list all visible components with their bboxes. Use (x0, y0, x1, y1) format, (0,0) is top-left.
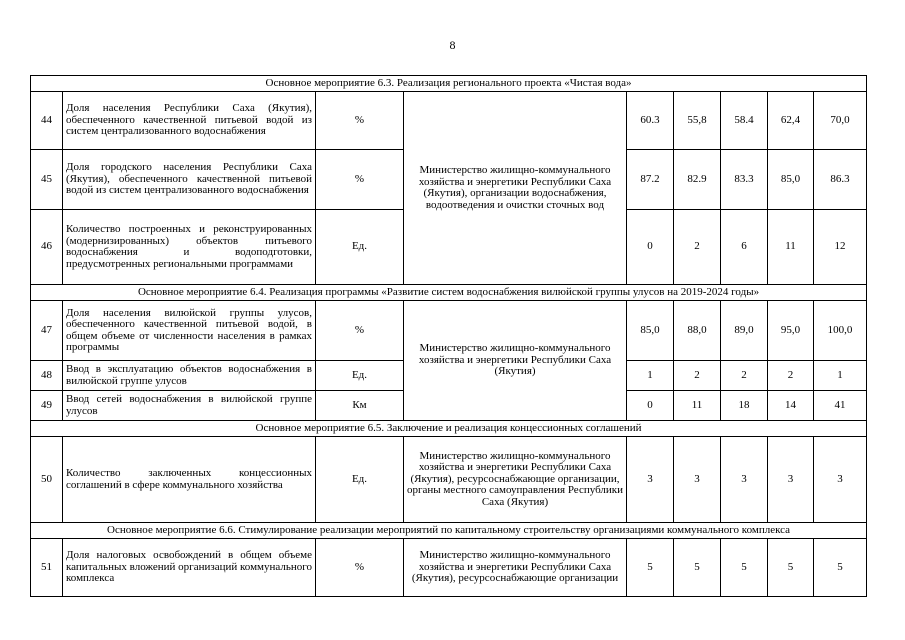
value-cell: 85,0 (768, 150, 814, 210)
value-cell: 5 (814, 539, 867, 597)
table-row (31, 92, 867, 150)
unit-cell: % (316, 150, 404, 210)
table-row (31, 539, 867, 597)
row-number: 46 (31, 210, 63, 285)
section-title: Основное мероприятие 6.3. Реализация регионального проекта «Чистая вода» (31, 76, 867, 92)
value-cell: 85,0 (627, 301, 674, 361)
indicator-name: Ввод в эксплуатацию объектов водоснабжения в вилюйской группе улусов (63, 361, 316, 391)
value-cell: 3 (768, 437, 814, 523)
value-cell: 6 (721, 210, 768, 285)
value-cell: 2 (674, 210, 721, 285)
value-cell: 55,8 (674, 92, 721, 150)
indicators-table (30, 75, 867, 597)
unit-cell: % (316, 92, 404, 150)
value-cell: 2 (674, 361, 721, 391)
value-cell: 1 (627, 361, 674, 391)
indicator-name: Количество построенных и реконструированных (модернизированных) объектов питьевого водоснабжения и водоподготовки, предусмотренных региональными программами (63, 210, 316, 285)
executor-cell: Министерство жилищно-коммунального хозяйства и энергетики Республики Саха (Якутия), организации водоснабжения, водоотведения и очистки сточных вод (404, 92, 627, 285)
executor-cell: Министерство жилищно-коммунального хозяйства и энергетики Республики Саха (Якутия), ресурсоснабжающие организации (404, 539, 627, 597)
unit-cell: Км (316, 391, 404, 421)
executor-cell: Министерство жилищно-коммунального хозяйства и энергетики Республики Саха (Якутия), ресурсоснабжающие организации, органы местного самоуправления Республики Саха (Якутия) (404, 437, 627, 523)
value-cell: 88,0 (674, 301, 721, 361)
value-cell: 18 (721, 391, 768, 421)
value-cell: 0 (627, 210, 674, 285)
value-cell: 41 (814, 391, 867, 421)
unit-cell: Ед. (316, 437, 404, 523)
value-cell: 82.9 (674, 150, 721, 210)
section-title: Основное мероприятие 6.5. Заключение и реализация концессионных соглашений (31, 421, 867, 437)
unit-cell: % (316, 539, 404, 597)
value-cell: 62,4 (768, 92, 814, 150)
value-cell: 5 (721, 539, 768, 597)
value-cell: 95,0 (768, 301, 814, 361)
section-row (31, 285, 867, 301)
value-cell: 60.3 (627, 92, 674, 150)
value-cell: 14 (768, 391, 814, 421)
row-number: 44 (31, 92, 63, 150)
value-cell: 70,0 (814, 92, 867, 150)
value-cell: 3 (814, 437, 867, 523)
unit-cell: Ед. (316, 210, 404, 285)
indicator-name: Количество заключенных концессионных соглашений в сфере коммунального хозяйства (63, 437, 316, 523)
value-cell: 11 (674, 391, 721, 421)
value-cell: 3 (721, 437, 768, 523)
indicator-name: Ввод сетей водоснабжения в вилюйской группе улусов (63, 391, 316, 421)
value-cell: 89,0 (721, 301, 768, 361)
value-cell: 5 (674, 539, 721, 597)
value-cell: 2 (768, 361, 814, 391)
row-number: 47 (31, 301, 63, 361)
page-number: 8 (449, 38, 456, 52)
table-row (31, 437, 867, 523)
value-cell: 86.3 (814, 150, 867, 210)
section-row (31, 421, 867, 437)
indicator-name: Доля городского населения Республики Саха (Якутия), обеспеченного качественной питьевой водой из систем централизованного водоснабжения (63, 150, 316, 210)
row-number: 50 (31, 437, 63, 523)
table-row (31, 301, 867, 361)
indicator-name: Доля населения Республики Саха (Якутия), обеспеченного качественной питьевой водой из систем централизованного водоснабжения (63, 92, 316, 150)
value-cell: 87.2 (627, 150, 674, 210)
value-cell: 1 (814, 361, 867, 391)
section-row (31, 76, 867, 92)
unit-cell: % (316, 301, 404, 361)
value-cell: 3 (627, 437, 674, 523)
value-cell: 11 (768, 210, 814, 285)
executor-cell: Министерство жилищно-коммунального хозяйства и энергетики Республики Саха (Якутия) (404, 301, 627, 421)
row-number: 51 (31, 539, 63, 597)
value-cell: 3 (674, 437, 721, 523)
value-cell: 5 (768, 539, 814, 597)
unit-cell: Ед. (316, 361, 404, 391)
section-title: Основное мероприятие 6.4. Реализация программы «Развитие систем водоснабжения вилюйской группы улусов на 2019-2024 годы» (31, 285, 867, 301)
value-cell: 2 (721, 361, 768, 391)
value-cell: 5 (627, 539, 674, 597)
section-title: Основное мероприятие 6.6. Стимулирование реализации мероприятий по капитальному строительству организациями коммунального комплекса (31, 523, 867, 539)
value-cell: 83.3 (721, 150, 768, 210)
value-cell: 0 (627, 391, 674, 421)
row-number: 45 (31, 150, 63, 210)
value-cell: 12 (814, 210, 867, 285)
indicator-name: Доля населения вилюйской группы улусов, обеспеченного качественной питьевой водой, в общем объеме от численности населения в рамках программы (63, 301, 316, 361)
value-cell: 58.4 (721, 92, 768, 150)
row-number: 48 (31, 361, 63, 391)
indicator-name: Доля налоговых освобождений в общем объеме капитальных вложений организаций коммунального комплекса (63, 539, 316, 597)
section-row (31, 523, 867, 539)
value-cell: 100,0 (814, 301, 867, 361)
row-number: 49 (31, 391, 63, 421)
